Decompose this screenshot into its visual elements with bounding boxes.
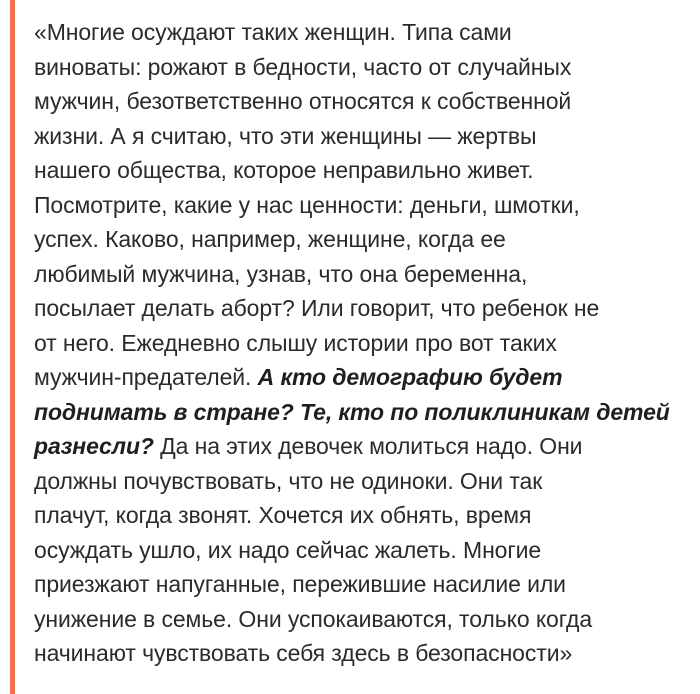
quote-line bbox=[34, 636, 690, 671]
quote-line bbox=[34, 429, 690, 464]
quote-block bbox=[34, 15, 690, 671]
quote-line-text: Посмотрите, какие у нас ценности: деньги, шмотки, bbox=[34, 191, 580, 218]
quote-emphasis-text: поднимать в стране? Те, кто по поликлиникам детей bbox=[34, 398, 670, 425]
quote-line-text: жизни. А я считаю, что эти женщины — жертвы bbox=[34, 122, 537, 149]
quote-line bbox=[34, 257, 690, 292]
quote-line-text: мужчин-предателей. bbox=[34, 364, 258, 390]
quote-line-text: посылает делать аборт? Или говорит, что ребенок не bbox=[34, 295, 600, 321]
quote-line bbox=[34, 50, 690, 85]
quote-line bbox=[34, 498, 690, 533]
quote-line bbox=[34, 326, 690, 361]
quote-line bbox=[34, 15, 690, 50]
quote-emphasis-text: А кто демографию будет bbox=[257, 364, 563, 390]
quote-line-text: мужчин, безответственно относятся к собственной bbox=[34, 88, 572, 114]
quote-line-text: осуждать ушло, их надо сейчас жалеть. Многие bbox=[34, 536, 542, 563]
quote-line-text: успех. Каково, например, женщине, когда ее bbox=[34, 226, 506, 252]
quote-line-text: приезжают напуганные, пережившие насилие или bbox=[34, 571, 566, 597]
quote-line bbox=[34, 291, 690, 326]
quote-emphasis-text: разнесли? bbox=[34, 433, 154, 459]
quote-accent-bar bbox=[10, 0, 15, 694]
quote-line-text: унижение в семье. Они успокаиваются, только когда bbox=[34, 605, 593, 632]
quote-line bbox=[34, 395, 690, 430]
quote-line bbox=[34, 153, 690, 188]
quote-line-text: Да на этих девочек молиться надо. Они bbox=[153, 433, 583, 459]
quote-line bbox=[34, 188, 690, 223]
quote-line-text: начинают чувствовать себя здесь в безопасности» bbox=[34, 640, 573, 666]
quote-line bbox=[34, 360, 690, 395]
quote-line bbox=[34, 602, 690, 637]
quote-line-text: от него. Ежедневно слышу истории про вот таких bbox=[34, 329, 557, 356]
quote-line-text: любимый мужчина, узнав, что она беременна, bbox=[34, 260, 528, 287]
quote-line bbox=[34, 222, 690, 257]
quote-line bbox=[34, 567, 690, 602]
quote-line-text: плачут, когда звонят. Хочется их обнять, время bbox=[34, 502, 532, 528]
quote-line bbox=[34, 533, 690, 568]
quote-line-text: нашего общества, которое неправильно живет. bbox=[34, 157, 534, 183]
quote-line-text: «Многие осуждают таких женщин. Типа сами bbox=[34, 19, 512, 45]
quote-line bbox=[34, 119, 690, 154]
quote-line bbox=[34, 84, 690, 119]
quote-line bbox=[34, 464, 690, 499]
quote-line-text: виноваты: рожают в бедности, часто от случайных bbox=[34, 53, 572, 80]
quote-line-text: должны почувствовать, что не одиноки. Они так bbox=[34, 467, 543, 494]
